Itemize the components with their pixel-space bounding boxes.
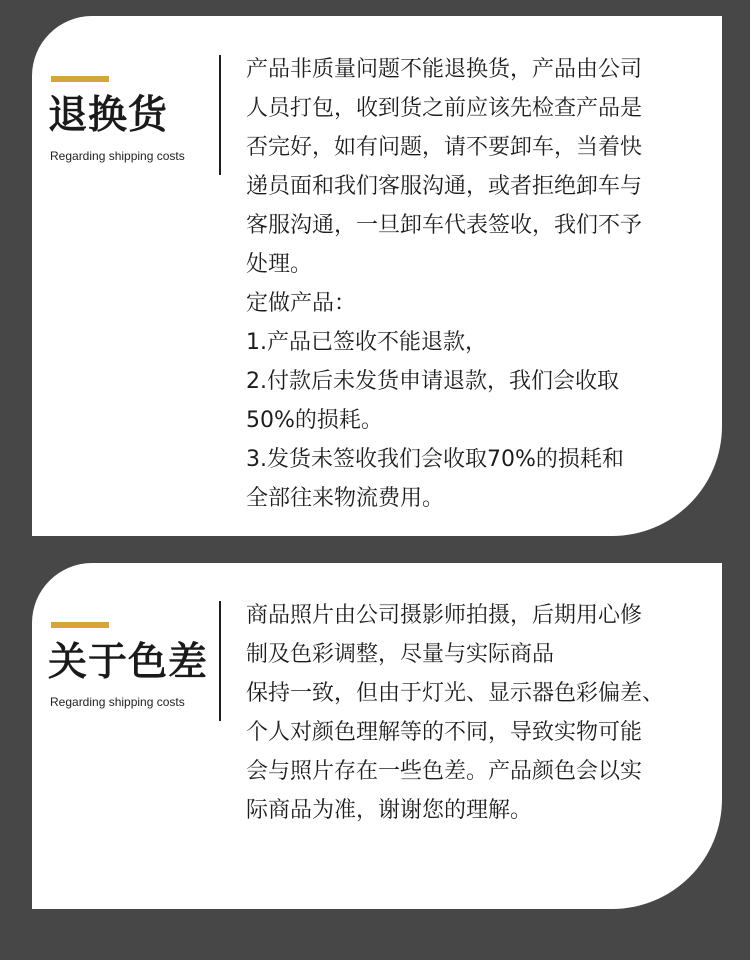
body-line: 否完好，如有问题，请不要卸车，当着快	[246, 135, 643, 160]
body-line: 1.产品已签收不能退款，	[246, 330, 487, 355]
return-policy-card	[32, 16, 722, 536]
body-line: 个人对颜色理解等的不同，导致实物可能	[246, 720, 643, 745]
body-line: 产品非质量问题不能退换货，产品由公司	[246, 57, 643, 82]
body-line: 递员面和我们客服沟通，或者拒绝卸车与	[246, 174, 643, 199]
section-title: 关于色差	[48, 640, 209, 685]
vertical-divider	[219, 601, 221, 721]
section-body	[246, 50, 716, 518]
body-line: 50%的损耗。	[246, 408, 383, 433]
accent-bar	[51, 622, 109, 628]
body-line: 定做产品：	[246, 291, 357, 316]
section-subtitle: Regarding shipping costs	[50, 149, 185, 163]
body-line: 客服沟通，一旦卸车代表签收，我们不予	[246, 213, 643, 238]
accent-bar	[51, 76, 109, 82]
body-line: 保持一致，但由于灯光、显示器色彩偏差、	[246, 681, 665, 706]
body-line: 际商品为准，谢谢您的理解。	[246, 798, 533, 823]
color-difference-card	[32, 563, 722, 909]
body-line: 全部往来物流费用。	[246, 486, 445, 511]
body-line: 商品照片由公司摄影师拍摄，后期用心修	[246, 603, 643, 628]
body-line: 3.发货未签收我们会收取70%的损耗和	[246, 447, 624, 472]
body-line: 2.付款后未发货申请退款，我们会收取	[246, 369, 619, 394]
section-subtitle: Regarding shipping costs	[50, 695, 185, 709]
body-line: 人员打包，收到货之前应该先检查产品是	[246, 96, 643, 121]
body-line: 制及色彩调整，尽量与实际商品	[246, 642, 555, 667]
section-title: 退换货	[48, 93, 169, 138]
vertical-divider	[219, 55, 221, 175]
section-body	[246, 596, 716, 830]
body-line: 会与照片存在一些色差。产品颜色会以实	[246, 759, 643, 784]
body-line: 处理。	[246, 252, 313, 277]
